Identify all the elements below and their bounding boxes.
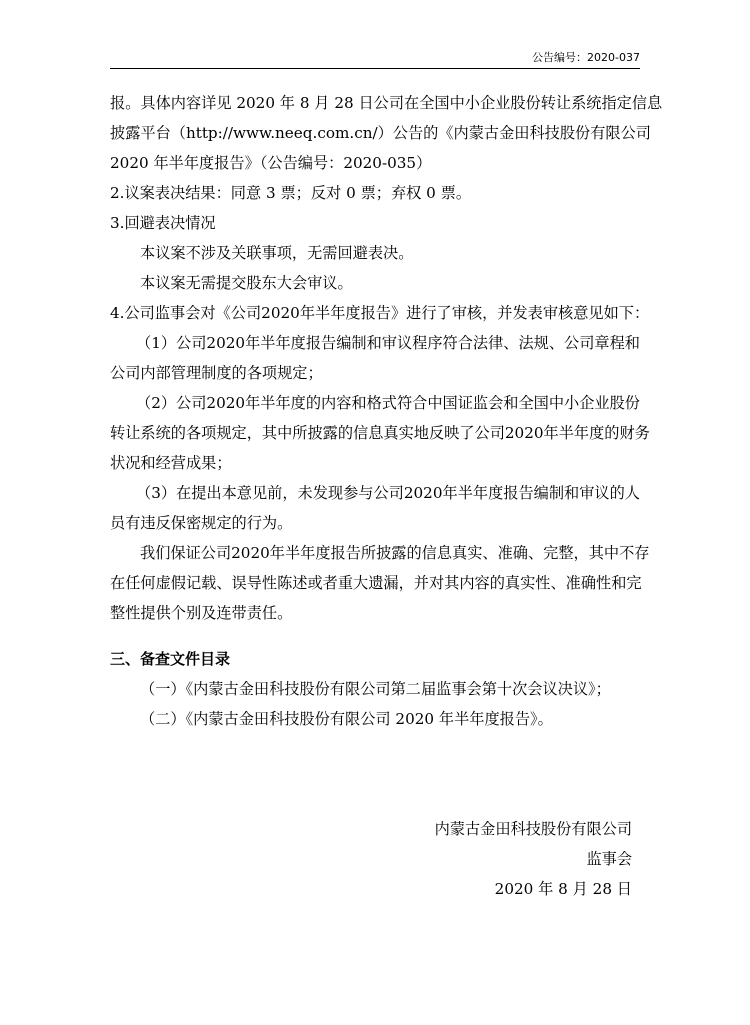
text-line: 2020 年半年度报告》（公告编号：2020-035） <box>110 154 432 172</box>
text-line: 在任何虚假记载、误导性陈述或者重大遗漏，并对其内容的真实性、准确性和完 <box>110 574 642 592</box>
text-line: 公司内部管理制度的各项规定； <box>110 364 323 382</box>
text-line: 报。具体内容详见 2020 年 8 月 28 日公司在全国中小企业股份转让系统指定信息 <box>110 94 663 112</box>
text-line: 披露平台（http://www.neeq.com.cn/）公告的《内蒙古金田科技股份有限公司 <box>110 124 651 142</box>
announcement-number: 公告编号：2020-037 <box>532 51 640 64</box>
text-line: 状况和经营成果； <box>110 454 232 472</box>
guarantee-paragraph <box>110 538 650 628</box>
vote-result: 2.议案表决结果：同意 3 票；反对 0 票；弃权 0 票。 <box>110 184 472 202</box>
supervisory-board: 监事会 <box>586 850 632 868</box>
text-line: （2）公司2020年半年度的内容和格式符合中国证监会和全国中小企业股份 <box>136 394 640 412</box>
review-intro: 4.公司监事会对《公司2020年半年度报告》进行了审核，并发表审核意见如下： <box>110 304 650 322</box>
text-line: 我们保证公司2020年半年度报告所披露的信息真实、准确、完整，其中不存 <box>140 544 650 562</box>
appendix-item: （二）《内蒙古金田科技股份有限公司 2020 年半年度报告》。 <box>140 710 553 728</box>
opinion-3 <box>110 478 642 538</box>
signature-date: 2020 年 8 月 28 日 <box>494 880 632 898</box>
company-name: 内蒙古金田科技股份有限公司 <box>434 820 632 838</box>
text-line: （1）公司2020年半年度报告编制和审议程序符合法律、法规、公司章程和 <box>136 334 640 352</box>
section-title: 三、备查文件目录 <box>110 650 231 668</box>
document-body <box>110 88 663 734</box>
appendix-item: （一）《内蒙古金田科技股份有限公司第二届监事会第十次会议决议》； <box>140 680 611 698</box>
text-line: 员有违反保密规定的行为。 <box>110 514 293 532</box>
avoid-vote-text: 本议案不涉及关联事项，无需回避表决。 <box>140 244 414 262</box>
text-line: （3）在提出本意见前，未发现参与公司2020年半年度报告编制和审议的人 <box>136 484 640 502</box>
signature-block <box>110 814 632 904</box>
report-detail-paragraph <box>110 88 663 178</box>
avoid-vote-title: 3.回避表决情况 <box>110 214 216 232</box>
no-shareholder-meeting-text: 本议案无需提交股东大会审议。 <box>140 274 353 292</box>
page-header <box>110 50 640 69</box>
opinion-1 <box>110 328 642 388</box>
text-line: 整性提供个别及连带责任。 <box>110 604 293 622</box>
opinion-2 <box>110 388 650 478</box>
text-line: 转让系统的各项规定，其中所披露的信息真实地反映了公司2020年半年度的财务 <box>110 424 650 442</box>
